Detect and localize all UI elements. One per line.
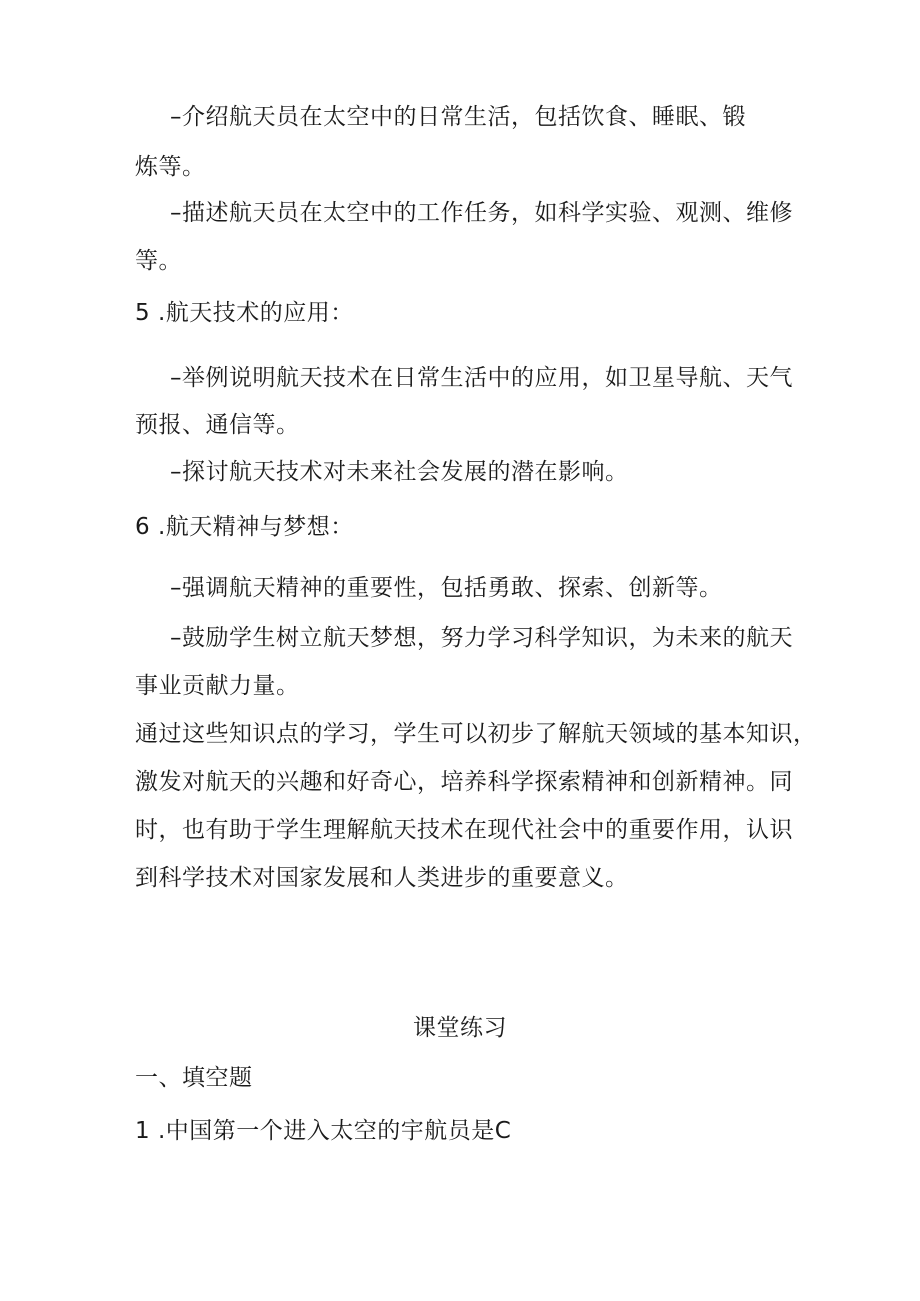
bullet-daily-life-cont: 炼等。 [135,154,206,180]
bullet-applications-cont: 预报、通信等。 [135,412,300,438]
summary-paragraph-line: 通过这些知识点的学习，学生可以初步了解航天领域的基本知识， [135,721,817,747]
bullet-dream: –鼓励学生树立航天梦想，努力学习科学知识，为未来的航天 [170,625,793,651]
bullet-work-tasks: –描述航天员在太空中的工作任务，如科学实验、观测、维修 [170,200,793,226]
bullet-daily-life: –介绍航天员在太空中的日常生活，包括饮食、睡眠、锻 [170,104,746,130]
section-heading-6: 6 .航天精神与梦想： [135,514,354,540]
summary-paragraph-line: 时，也有助于学生理解航天技术在现代社会中的重要作用，认识 [135,817,793,843]
section-heading-5: 5 .航天技术的应用： [135,300,354,326]
bullet-spirit: –强调航天精神的重要性，包括勇敢、探索、创新等。 [170,575,723,601]
question-1: 1 .中国第一个进入太空的宇航员是C [135,1118,512,1144]
bullet-dream-cont: 事业贡献力量。 [135,673,300,699]
exercise-title: 课堂练习 [413,1015,507,1041]
summary-paragraph-line: 激发对航天的兴趣和好奇心，培养科学探索精神和创新精神。同 [135,769,793,795]
fill-blank-heading: 一、填空题 [135,1065,253,1091]
bullet-future-impact: –探讨航天技术对未来社会发展的潜在影响。 [170,459,629,485]
bullet-applications: –举例说明航天技术在日常生活中的应用，如卫星导航、天气 [170,365,793,391]
bullet-work-tasks-cont: 等。 [135,248,182,274]
summary-paragraph-line: 到科学技术对国家发展和人类进步的重要意义。 [135,865,629,891]
